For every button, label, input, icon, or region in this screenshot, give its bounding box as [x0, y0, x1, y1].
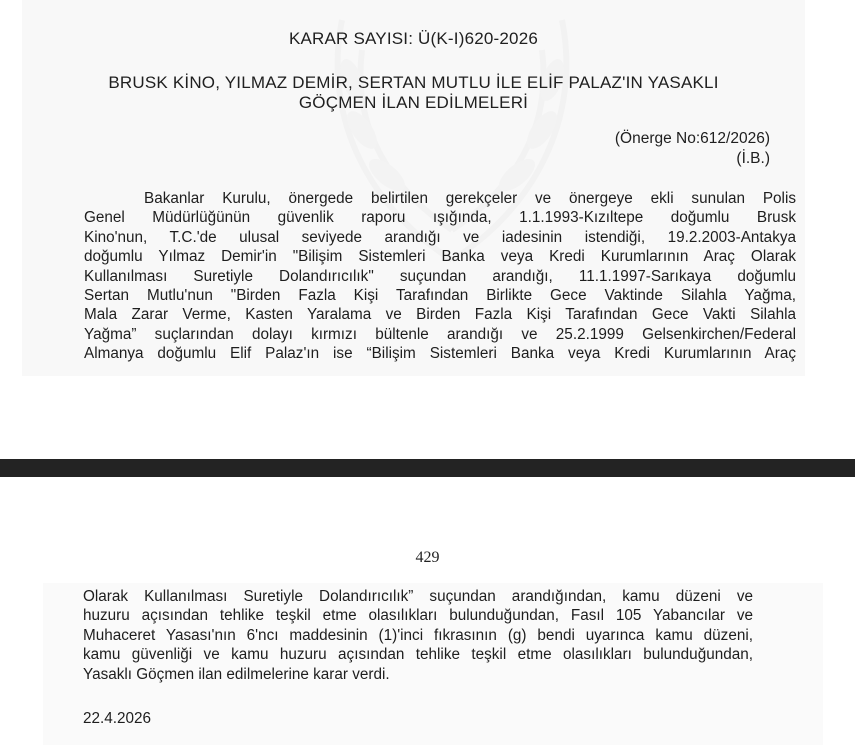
- page-number: 429: [415, 549, 440, 566]
- page-divider-bar: [0, 459, 855, 477]
- decision-paragraph-top: [84, 189, 796, 364]
- paragraph-line: Yağma” suçlarından dolayı kırmızı bültenle arandığı ve 25.2.1999 Gelsenkirchen/Federal: [84, 325, 796, 343]
- document-heading-line-1: BRUSK KİNO, YILMAZ DEMİR, SERTAN MUTLU İLE ELİF PALAZ'IN YASAKLI: [108, 73, 719, 92]
- document-heading-line-2: GÖÇMEN İLAN EDİLMELERİ: [298, 93, 529, 112]
- paragraph-line: huzuru açısından tehlike teşkil etme olasılıkları bulunduğundan, Fasıl 105 Yabancılar ve: [83, 607, 753, 625]
- motion-reference: (Önerge No:612/2026): [614, 130, 770, 147]
- paragraph-line: doğumlu Yılmaz Demir'in "Bilişim Sistemleri Banka veya Kredi Kurumlarının Araç Olarak: [84, 248, 796, 266]
- paragraph-line: Kino'nun, T.C.'de ulusal seviyede arandığı ve iadesinin istendiği, 19.2.2003-Antakya: [84, 228, 796, 246]
- paragraph-line: Olarak Kullanılması Suretiyle Dolandırıcılık” suçundan arandığından, kamu düzeni ve: [83, 588, 753, 605]
- scanned-page-bottom: [43, 583, 823, 745]
- paragraph-line: Muhaceret Yasası'nın 6'ncı maddesinin (1)'inci fıkrasının (g) bendi uyarınca kamu düzeni,: [83, 626, 753, 644]
- scanned-page-top: [22, 0, 805, 376]
- paragraph-line: Kullanılması Suretiyle Dolandırıcılık" suçundan arandığı, 11.1.1997-Sarıkaya doğumlu: [84, 267, 796, 285]
- decision-paragraph-bottom: [83, 587, 753, 684]
- paragraph-line: kamu güvenliği ve kamu huzuru açısından tehlike teşkil etme olasılıkları bulunduğundan,: [83, 646, 753, 664]
- decision-date: 22.4.2026: [83, 710, 152, 727]
- initials: (İ.B.): [736, 150, 770, 167]
- paragraph-line: Genel Müdürlüğünün güvenlik raporu ışığında, 1.1.1993-Kızıltepe doğumlu Brusk: [84, 209, 796, 227]
- paragraph-line: Almanya doğumlu Elif Palaz'ın ise “Bilişim Sistemleri Banka veya Kredi Kurumlarının Araç: [84, 345, 796, 363]
- decision-number: KARAR SAYISI: Ü(K-I)620-2026: [288, 29, 539, 48]
- paragraph-line: Mala Zarar Verme, Kasten Yaralama ve Birden Fazla Kişi Tarafından Gece Vakti Silahla: [84, 306, 796, 324]
- paragraph-line: Bakanlar Kurulu, önergede belirtilen gerekçeler ve önergeye ekli sunulan Polis: [144, 190, 796, 207]
- paragraph-line: Sertan Mutlu'nun "Birden Fazla Kişi Tarafından Birlikte Gece Vaktinde Silahla Yağma,: [84, 287, 796, 305]
- paragraph-line: Yasaklı Göçmen ilan edilmelerine karar verdi.: [83, 665, 390, 683]
